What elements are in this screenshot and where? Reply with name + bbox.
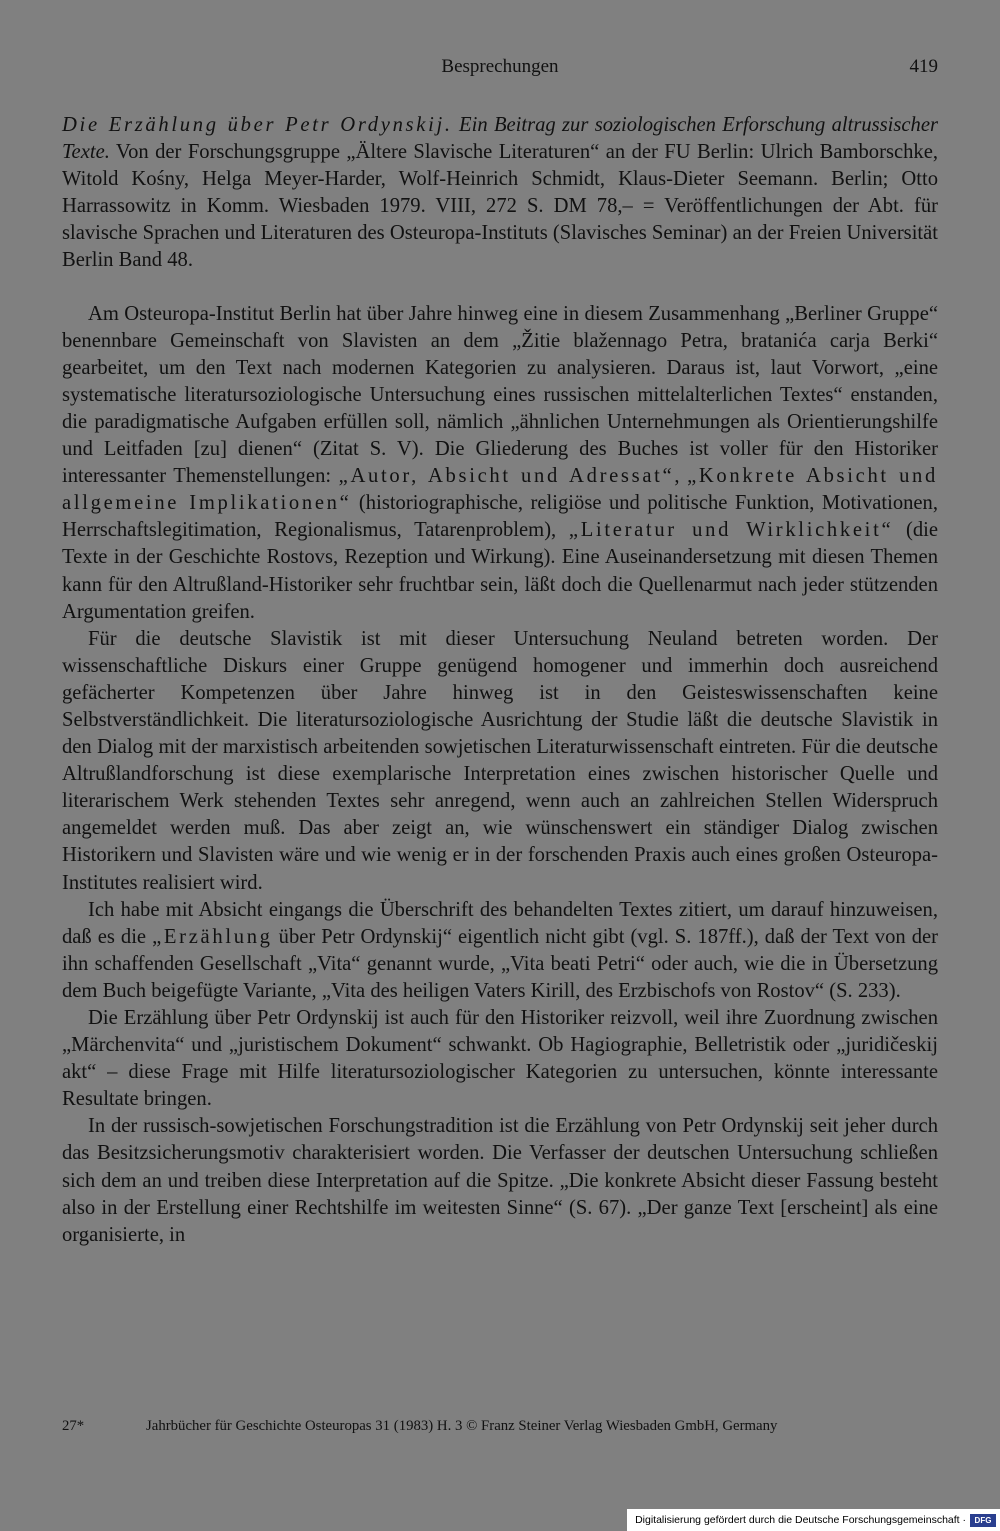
- paragraph-1-text-b: ,: [674, 465, 688, 488]
- running-head: [62, 56, 938, 84]
- paragraph-3-text-a: Ich habe mit Absicht eingangs die Überschrift des behandelten Textes zitiert, um darauf hinzuweisen, daß es die: [62, 898, 938, 948]
- quoted-erzaehlung: „Erzählung: [152, 925, 273, 948]
- paragraph-1-text-c: (historiographische, religiöse und politische Funktion, Motivationen, Herrschaftslegitimation, Regionalismus, Tatarenproblem),: [62, 492, 939, 542]
- page-number: 419: [909, 56, 938, 77]
- page-footer: [62, 1418, 938, 1442]
- paragraph-4: Die Erzählung über Petr Ordynskij ist auch für den Historiker reizvoll, weil ihre Zuordnung zwischen „Märchenvita“ und „juristischem Dokument“ schwankt. Ob Hagiographie, Belletristik oder „juridičeskij akt“ – diese Frage mit Hilfe literatursoziologischer Kategorien zu untersuchen, könnte interessante Resultate bringen.: [62, 1007, 938, 1111]
- review-title-subtitle: Ein Beitrag zur soziologischen Erforschung altrussischer Texte.: [62, 114, 938, 164]
- dfg-logo-icon: DFG: [970, 1514, 996, 1527]
- paragraph-3-text-b: über Petr Ordynskij“ eigentlich nicht gibt (vgl. S. 187ff.), daß der Text von der ihn schaffenden Gesellschaft „Vita“ genannt wurde, „Vita beati Petri“ oder auch, wie die in Übersetzung dem Buch beigefügte Variante, „Vita des heiligen Vaters Kirill, des Erzbischofs von Rostov“ (S. 233).: [62, 925, 938, 1002]
- credit-text: Digitalisierung gefördert durch die Deutsche Forschungsgemeinschaft ·: [635, 1514, 966, 1526]
- paragraph-1-text-a: Am Osteuropa-Institut Berlin hat über Jahre hinweg eine in diesem Zusammenhang „Berliner Gruppe“ benennbare Gemeinschaft von Slavisten an dem „Žitie blažennago Petra, bratanića carja Berki“ gearbeitet, um den Text nach modernen Kategorien zu analysieren. Daraus ist, laut Vorwort, „eine systematische literatursoziologische Untersuchung eines russischen mittelalterlichen Textes“ enstanden, die paradigmatische Aufgaben erfüllen soll, nämlich „ähnlichen Unternehmungen als Orientierungshilfe und Leitfaden [zu] dienen“ (Zitat S. V). Die Gliederung des Buches ist voller für den Historiker interessanter Themenstellungen:: [62, 302, 938, 488]
- quoted-chapter-3: „Literatur und Wirklichkeit“: [568, 519, 894, 542]
- quoted-chapter-2: „Konkrete Absicht und allgemeine Implikationen“: [62, 465, 938, 515]
- bibliographic-info: Von der Forschungsgruppe „Ältere Slavische Literaturen“ an der FU Berlin: Ulrich Bamborschke, Witold Kośny, Helga Meyer-Harder, Wolf-Heinrich Schmidt, Klaus-Dieter Seemann. Berlin; Otto Harrassowitz in Komm. Wiesbaden 1979. VIII, 272 S. DM 78,– = Veröffentlichungen der Abt. für slavische Sprachen und Literaturen des Osteuropa-Instituts (Slavisches Seminar) an der Freien Universität Berlin Band 48.: [62, 141, 939, 272]
- paragraph-3: [62, 897, 938, 1005]
- journal-citation: Jahrbücher für Geschichte Osteuropas 31 (1983) H. 3 © Franz Steiner Verlag Wiesbaden GmbH, Germany: [146, 1418, 778, 1434]
- running-title: Besprechungen: [441, 56, 559, 77]
- signature-mark: 27*: [62, 1418, 85, 1434]
- bibliographic-entry: [62, 112, 938, 275]
- paragraph-5: In der russisch-sowjetischen Forschungstradition ist die Erzählung von Petr Ordynskij seit jeher durch das Besitzsicherungsmotiv charakterisiert worden. Die Verfasser der deutschen Untersuchung schließen sich dem an und treiben diese Interpretation auf die Spitze. „Die konkrete Absicht dieser Fassung besteht also in der Erstellung einer Rechtshilfe im weitesten Sinne“ (S. 67). „Der ganze Text [erscheint] als eine organisierte, in: [62, 1115, 938, 1246]
- paragraph-1: [62, 301, 938, 626]
- article-body: [62, 112, 938, 1249]
- digitization-credit: [627, 1509, 1000, 1531]
- paragraph-1-text-d: (die Texte in der Geschichte Rostovs, Rezeption und Wirkung). Eine Auseinandersetzung mit diesen Themen kann für den Altrußland-Historiker sehr fruchtbar sein, läßt doch die Quellenarmut nach jeder stützenden Argumentation greifen.: [62, 519, 938, 623]
- quoted-chapter-1: „Autor, Absicht und Adressat“: [338, 465, 675, 488]
- paragraph-2: Für die deutsche Slavistik ist mit dieser Untersuchung Neuland betreten worden. Der wissenschaftliche Diskurs einer Gruppe genügend homogener und immerhin doch ausreichend gefächerter Kompetenzen über Jahre hinweg ist in den Geisteswissenschaften keine Selbstverständlichkeit. Die literatursoziologische Ausrichtung der Studie läßt die deutsche Slavistik in den Dialog mit der marxistisch arbeitenden sowjetischen Literaturwissenschaft eintreten. Für die deutsche Altrußlandforschung ist diese exemplarische Interpretation eines zwischen historischer Quelle und literarischem Werk stehenden Textes sehr anregend, wenn auch an zahlreichen Stellen Widerspruch angemeldet werden muß. Das aber zeigt an, wie wünschenswert ein ständiger Dialog zwischen Historikern und Slavisten wäre und wie wenig er in der forschenden Praxis auch eines großen Osteuropa-Institutes realisiert wird.: [62, 627, 938, 894]
- review-title-spaced: Die Erzählung über Petr Ordynskij.: [62, 114, 453, 136]
